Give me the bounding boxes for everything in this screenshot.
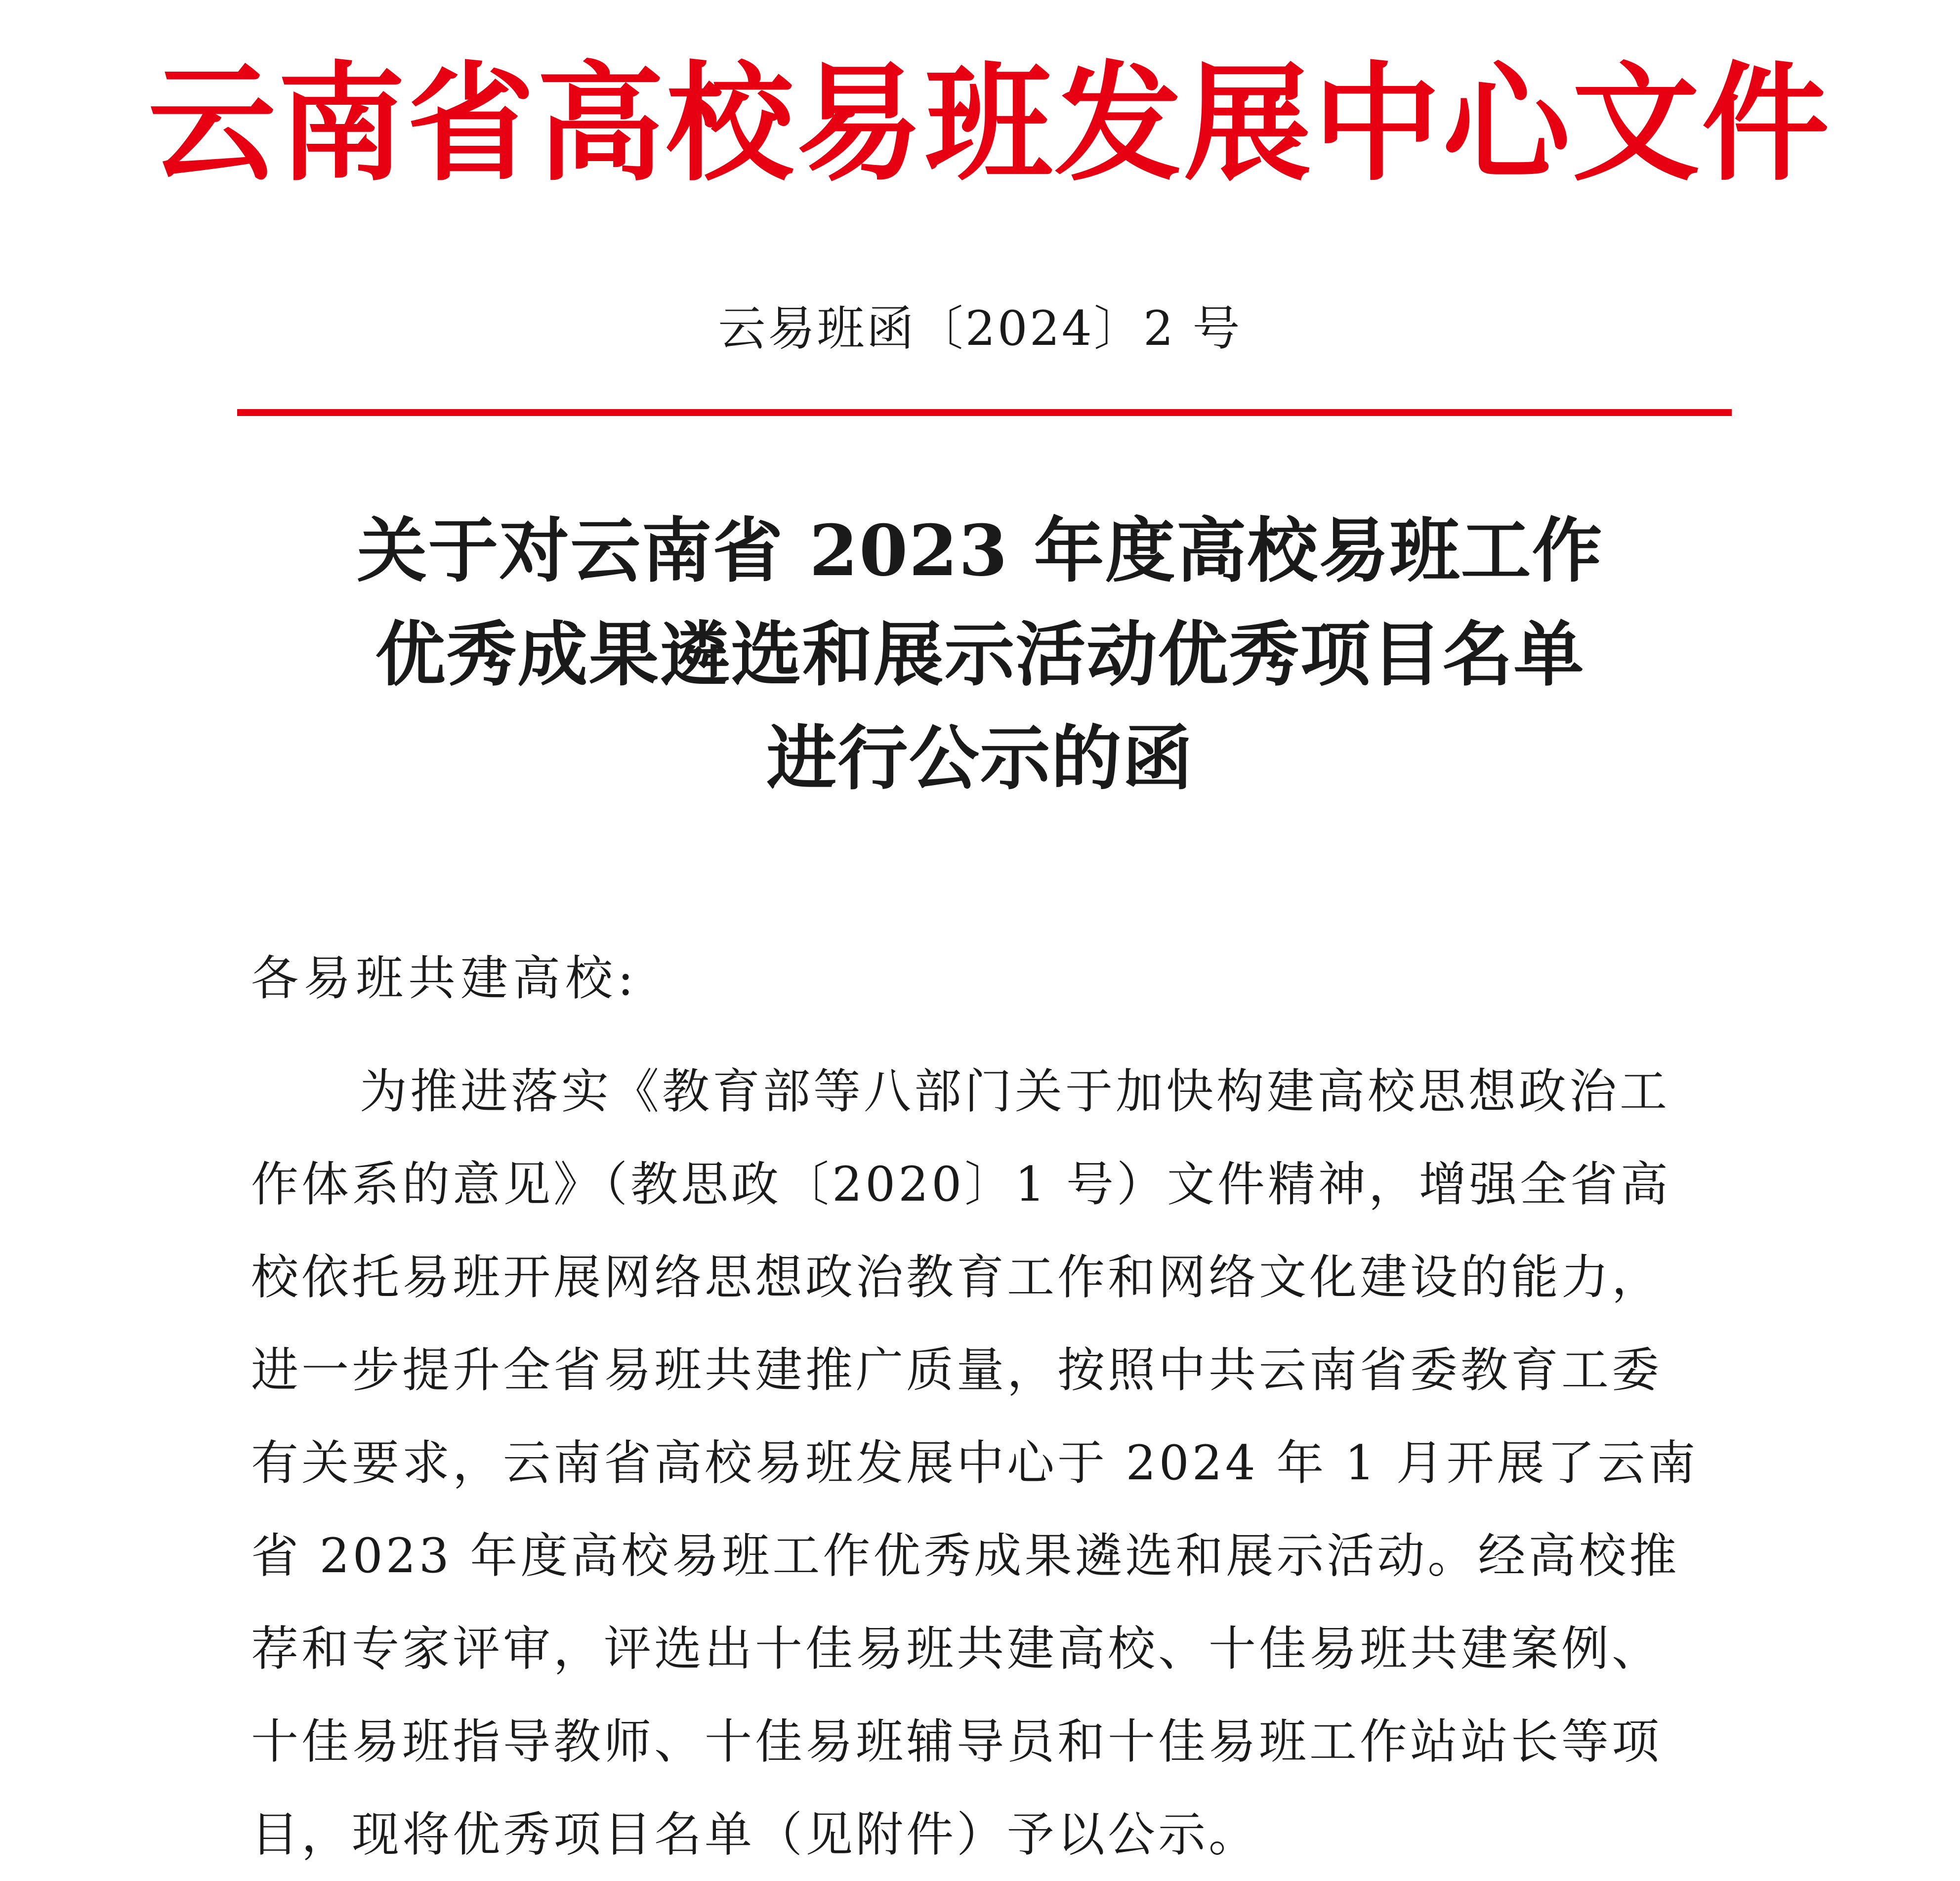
body-line: 为推进落实《教育部等八部门关于加快构建高校思想政治工	[360, 1064, 1670, 1119]
body-line: 省 2023 年度高校易班工作优秀成果遴选和展示活动。经高校推	[251, 1528, 1680, 1584]
body-line: 荐和专家评审，评选出十佳易班共建高校、十佳易班共建案例、	[251, 1621, 1662, 1676]
body-line: 进一步提升全省易班共建推广质量，按照中共云南省委教育工委	[251, 1342, 1662, 1398]
title-line-1: 关于对云南省 2023 年度高校易班工作	[357, 510, 1603, 592]
salutation: 各易班共建高校:	[251, 951, 639, 1006]
body-line: 目，现将优秀项目名单（见附件）予以公示。	[251, 1807, 1259, 1862]
body-line: 校依托易班开展网络思想政治教育工作和网络文化建设的能力，	[251, 1250, 1662, 1305]
document-title	[148, 499, 1812, 810]
body-paragraph	[251, 1045, 1733, 1881]
body-line: 作体系的意见》（教思政〔2020〕1 号）文件精神，增强全省高	[251, 1157, 1671, 1212]
document-number: 云易班函〔2024〕2 号	[718, 301, 1242, 356]
title-line-3: 进行公示的函	[766, 717, 1194, 799]
title-line-2: 优秀成果遴选和展示活动优秀项目名单	[375, 614, 1585, 696]
org-header-title: 云南省高校易班发展中心文件	[148, 48, 1831, 198]
red-divider-line	[237, 409, 1732, 416]
body-line: 十佳易班指导教师、十佳易班辅导员和十佳易班工作站站长等项	[251, 1714, 1662, 1769]
body-line: 有关要求，云南省高校易班发展中心于 2024 年 1 月开展了云南	[251, 1435, 1699, 1491]
